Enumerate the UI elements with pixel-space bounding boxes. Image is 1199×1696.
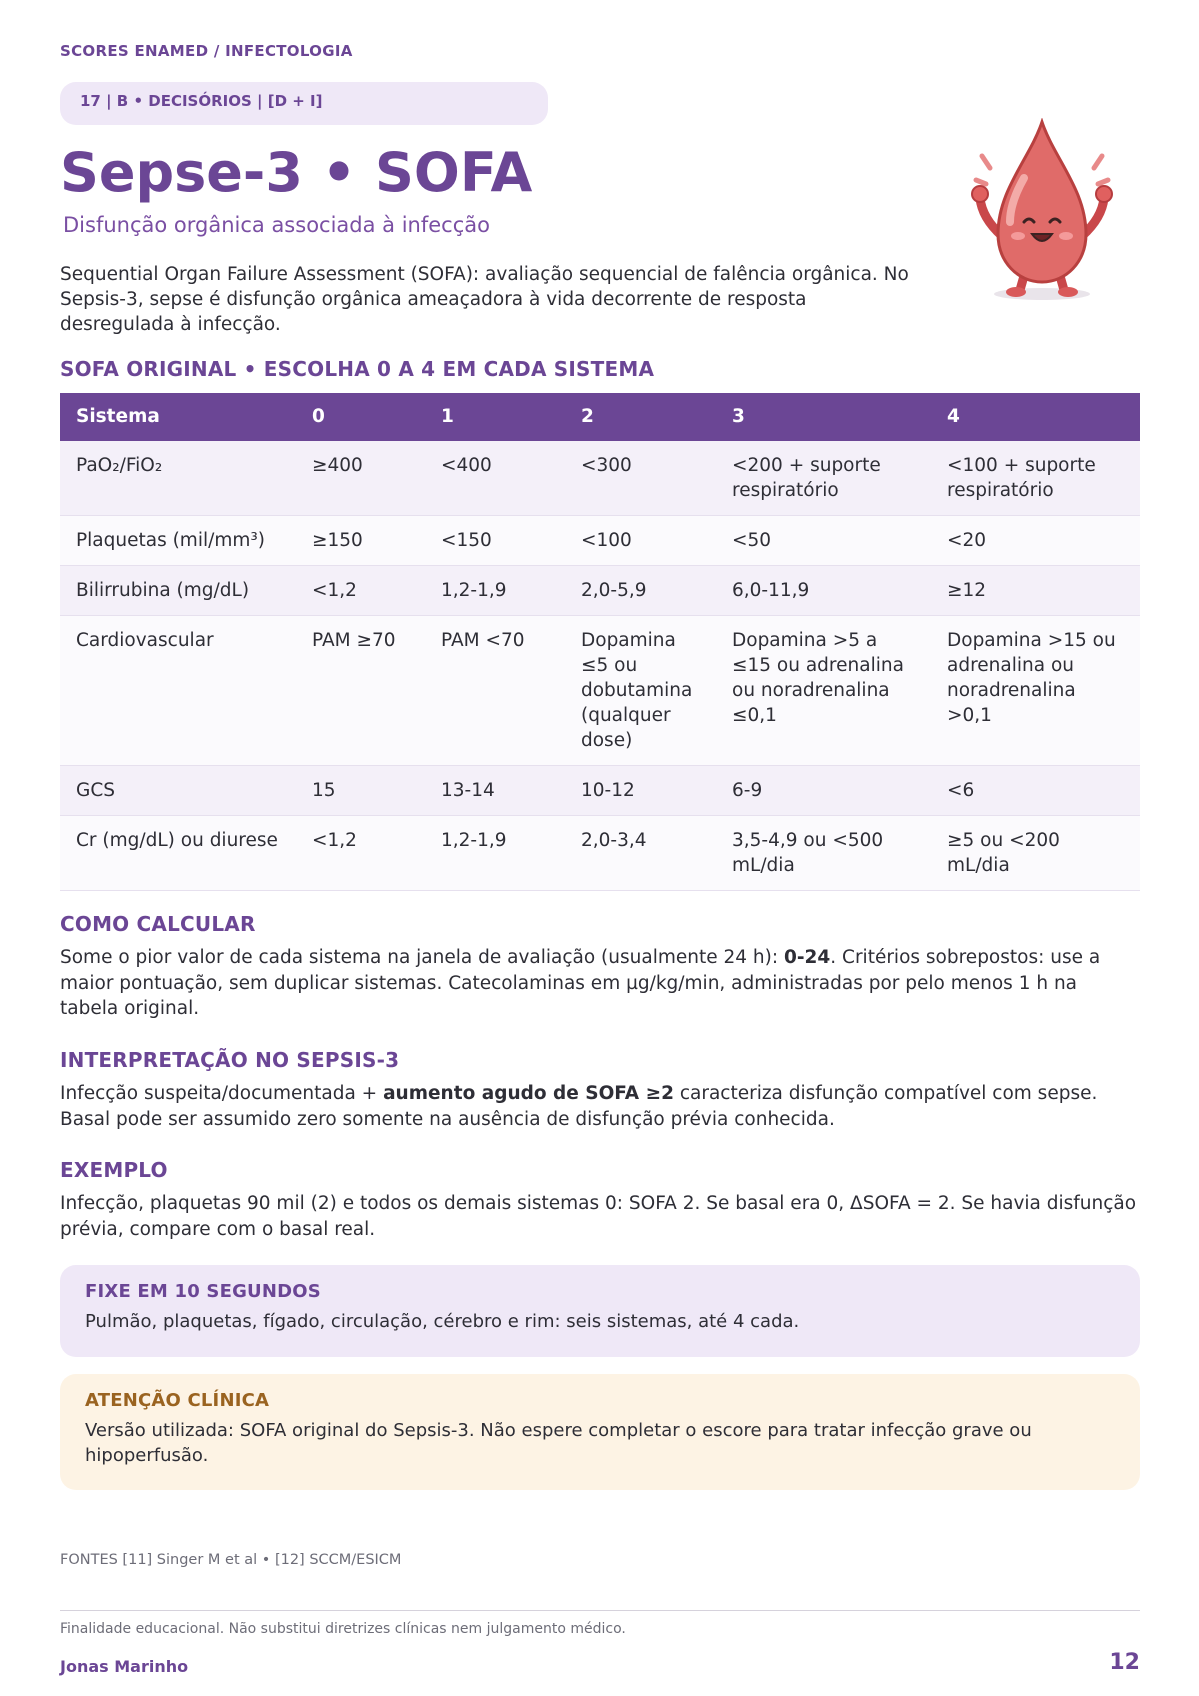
table-section-heading: SOFA ORIGINAL • ESCOLHA 0 A 4 EM CADA SISTEMA xyxy=(60,357,655,381)
table-row xyxy=(60,566,1140,616)
table-row xyxy=(60,616,1140,766)
table-cell: 6,0-11,9 xyxy=(716,566,931,616)
como-calcular-text xyxy=(60,945,1140,1022)
table-cell: ≥5 ou <200 mL/dia xyxy=(931,816,1140,891)
sources: FONTES [11] Singer M et al • [12] SCCM/ESICM xyxy=(60,1552,402,1568)
table-cell: 1,2-1,9 xyxy=(425,566,565,616)
text-run: Some o pior valor de cada sistema na janela de avaliação (usualmente 24 h): xyxy=(60,947,784,968)
table-cell: <1,2 xyxy=(296,566,425,616)
table-cell: PaO₂/FiO₂ xyxy=(60,441,296,516)
table-cell: Cr (mg/dL) ou diurese xyxy=(60,816,296,891)
table-cell: GCS xyxy=(60,766,296,816)
table-cell: 2,0-3,4 xyxy=(565,816,716,891)
page xyxy=(60,0,1140,1696)
kicker: SCORES ENAMED / INFECTOLOGIA xyxy=(60,42,353,60)
table-row xyxy=(60,441,1140,516)
table-cell: ≥400 xyxy=(296,441,425,516)
table-cell: 1,2-1,9 xyxy=(425,816,565,891)
table-row xyxy=(60,766,1140,816)
text-run: Infecção suspeita/documentada + xyxy=(60,1083,384,1104)
bold-text: aumento agudo de SOFA ≥2 xyxy=(383,1083,674,1104)
table-header-row xyxy=(60,393,1140,441)
fixe-heading: FIXE EM 10 SEGUNDOS xyxy=(85,1281,321,1302)
table-cell: <6 xyxy=(931,766,1140,816)
table-cell: 6-9 xyxy=(716,766,931,816)
table-cell: <200 + suporte respiratório xyxy=(716,441,931,516)
exemplo-text: Infecção, plaquetas 90 mil (2) e todos os demais sistemas 0: SOFA 2. Se basal era 0, ΔSOFA = 2. Se havia disfunção prévia, compare com o basal real. xyxy=(60,1193,1137,1240)
table-cell: Cardiovascular xyxy=(60,616,296,766)
table-cell: <20 xyxy=(931,516,1140,566)
table-cell: <150 xyxy=(425,516,565,566)
fixe-text: Pulmão, plaquetas, fígado, circulação, cérebro e rim: seis sistemas, até 4 cada. xyxy=(85,1311,800,1332)
atencao-box xyxy=(60,1374,1140,1490)
table-cell: <400 xyxy=(425,441,565,516)
table-cell: 2,0-5,9 xyxy=(565,566,716,616)
atencao-text: Versão utilizada: SOFA original do Sepsis-3. Não espere completar o escore para tratar infecção grave ou hipoperfusão. xyxy=(85,1420,1032,1466)
table-cell: <50 xyxy=(716,516,931,566)
column-header: 4 xyxy=(931,393,1140,441)
como-calcular-heading: COMO CALCULAR xyxy=(60,912,256,936)
table-cell: ≥150 xyxy=(296,516,425,566)
table-cell: ≥12 xyxy=(931,566,1140,616)
text-run: caracteriza disfunção compatível com sepse. Basal pode ser assumido zero somente na ausência de disfunção prévia conhecida. xyxy=(60,1083,1098,1130)
table-cell: 3,5-4,9 ou <500 mL/dia xyxy=(716,816,931,891)
table-cell: Dopamina >5 a ≤15 ou adrenalina ou noradrenalina ≤0,1 xyxy=(716,616,931,766)
table-cell: Bilirrubina (mg/dL) xyxy=(60,566,296,616)
table-cell: 10-12 xyxy=(565,766,716,816)
table-cell: Dopamina >15 ou adrenalina ou noradrenalina >0,1 xyxy=(931,616,1140,766)
table-row xyxy=(60,816,1140,891)
page-title: Sepse-3 • SOFA xyxy=(60,141,533,204)
table-cell: <300 xyxy=(565,441,716,516)
table-cell: <100 + suporte respiratório xyxy=(931,441,1140,516)
tag-pill: 17 | B • DECISÓRIOS | [D + I] xyxy=(60,82,548,125)
atencao-heading: ATENÇÃO CLÍNICA xyxy=(85,1390,270,1411)
fixe-box xyxy=(60,1265,1140,1357)
column-header: 3 xyxy=(716,393,931,441)
table-cell: 15 xyxy=(296,766,425,816)
text-run: . Critérios sobrepostos: use a maior pontuação, sem duplicar sistemas. Catecolaminas em µg/kg/min, administradas por pelo menos 1 h na tabela original. xyxy=(60,947,1101,1019)
disclaimer: Finalidade educacional. Não substitui diretrizes clínicas nem julgamento médico. xyxy=(60,1621,626,1637)
table-cell: PAM <70 xyxy=(425,616,565,766)
footer-divider xyxy=(60,1610,1140,1611)
column-header: 2 xyxy=(565,393,716,441)
table-cell: <100 xyxy=(565,516,716,566)
interpretacao-text xyxy=(60,1081,1140,1132)
exemplo-heading: EXEMPLO xyxy=(60,1158,168,1182)
column-header: 0 xyxy=(296,393,425,441)
author: Jonas Marinho xyxy=(60,1657,189,1676)
sofa-table xyxy=(60,393,1140,891)
intro-text: Sequential Organ Failure Assessment (SOFA): avaliação sequencial de falência orgânica. No Sepsis-3, sepse é disfunção orgânica ameaçadora à vida decorrente de resposta desregulada à infecção. xyxy=(60,264,909,335)
interpretacao-heading: INTERPRETAÇÃO NO SEPSIS-3 xyxy=(60,1048,400,1072)
table-cell: <1,2 xyxy=(296,816,425,891)
table-cell: PAM ≥70 xyxy=(296,616,425,766)
table-row xyxy=(60,516,1140,566)
table-cell: Dopamina ≤5 ou dobutamina (qualquer dose) xyxy=(565,616,716,766)
bold-text: 0-24 xyxy=(783,947,831,968)
table-cell: 13-14 xyxy=(425,766,565,816)
table-cell: Plaquetas (mil/mm³) xyxy=(60,516,296,566)
column-header: 1 xyxy=(425,393,565,441)
page-subtitle: Disfunção orgânica associada à infecção xyxy=(63,213,490,237)
blood-drop-mascot-icon xyxy=(952,118,1132,308)
page-number: 12 xyxy=(1109,1650,1140,1675)
column-header: Sistema xyxy=(60,393,296,441)
